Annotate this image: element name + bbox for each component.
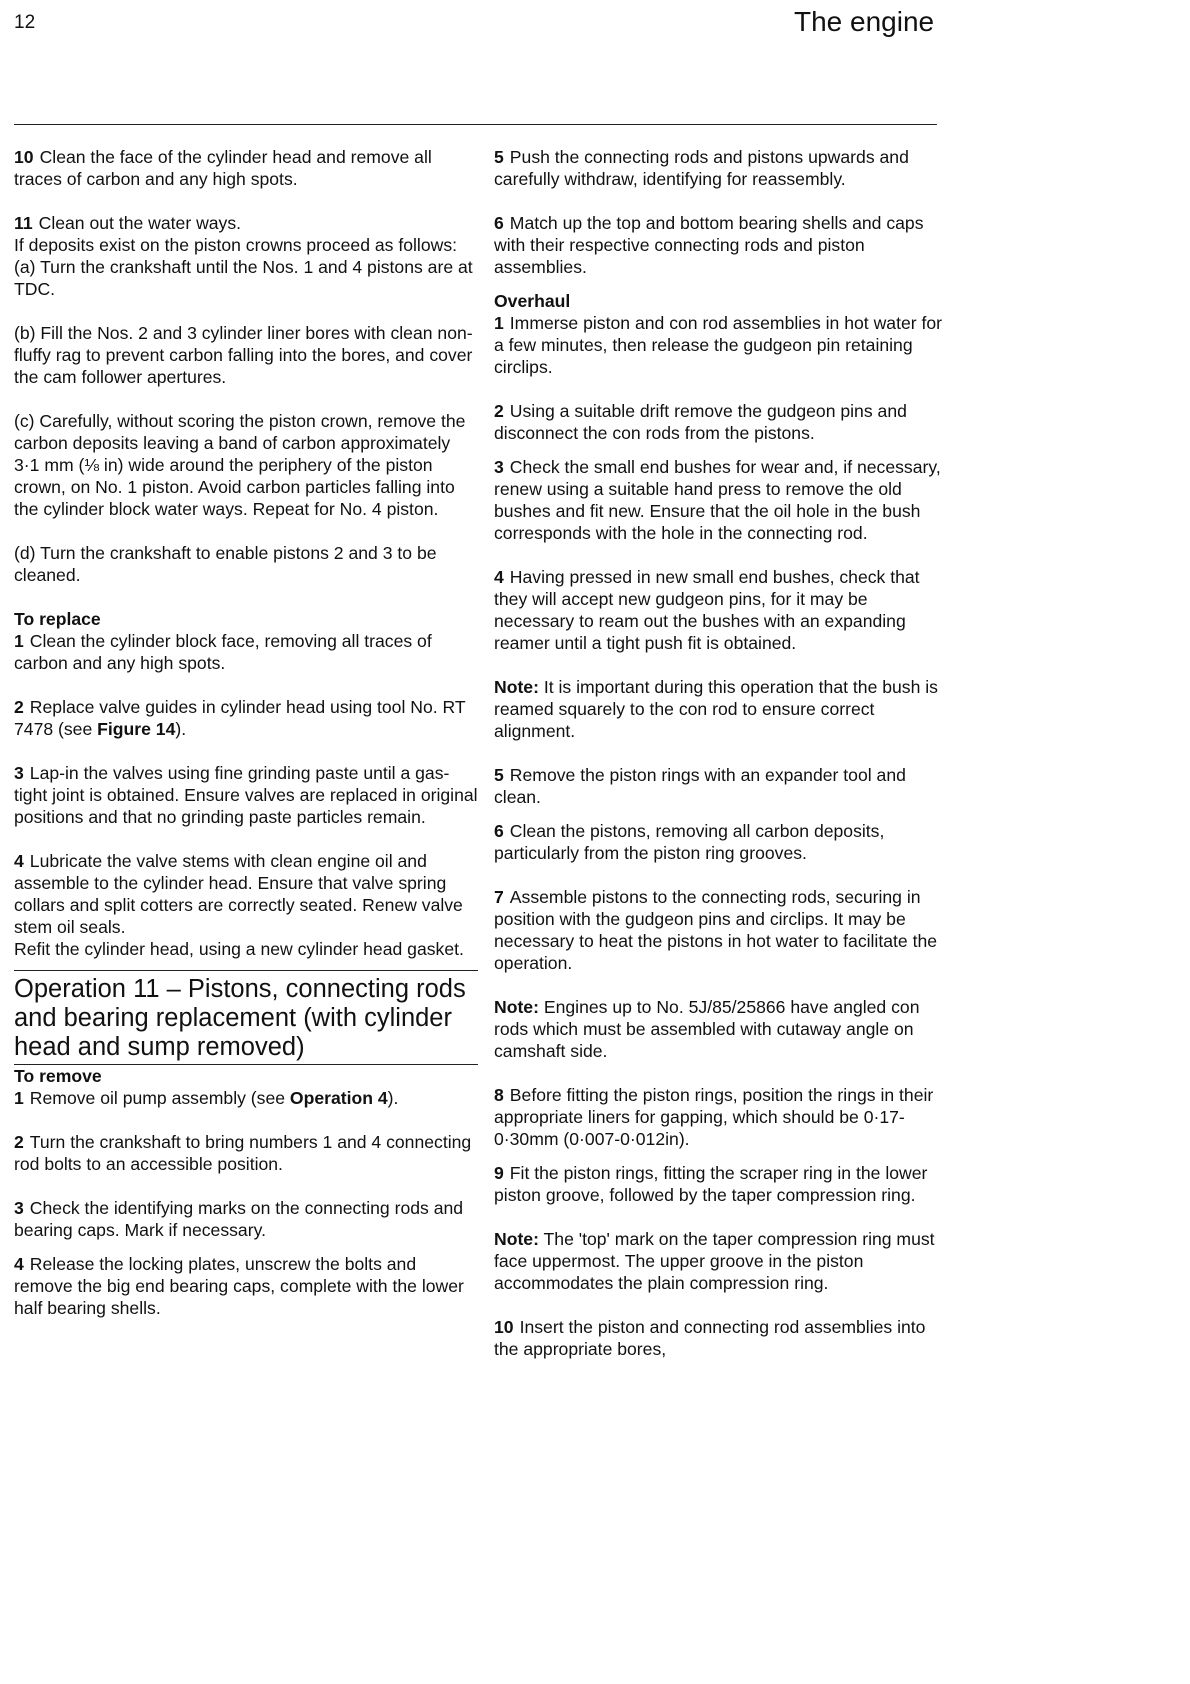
to-remove-heading: To remove	[14, 1066, 102, 1086]
step-number: 2	[494, 401, 504, 421]
step-c: (c) Carefully, without scoring the piston crown, remove the carbon deposits leaving a band of carbon approximately 3·1 mm (⅛ in) wide around the periphery of the piston crown, on No. 1 piston. Avoid carbon particles falling into the cylinder block water ways. Repeat for No. 4 piston.	[14, 411, 466, 519]
step-number: 6	[494, 213, 504, 233]
overhaul-step-10	[494, 1316, 944, 1360]
deposits-intro: If deposits exist on the piston crowns proceed as follows:	[14, 235, 458, 255]
header-rule	[14, 124, 937, 125]
replace-step-4	[14, 850, 478, 938]
page-number: 12	[14, 12, 36, 33]
note-text: It is important during this operation that the bush is reamed squarely to the con rod to ensure correct alignment.	[494, 677, 938, 741]
remove-step-1	[14, 1087, 478, 1109]
step-text: Clean the cylinder block face, removing all traces of carbon and any high spots.	[14, 631, 432, 673]
step-number: 5	[494, 765, 504, 785]
left-column	[14, 146, 478, 1319]
step-number: 7	[494, 887, 504, 907]
note-label: Note:	[494, 677, 539, 697]
running-title: The engine	[794, 6, 935, 37]
step-text: Lubricate the valve stems with clean engine oil and assemble to the cylinder head. Ensure that valve spring collars and split cotters are correctly seated. Renew valve stem oil seals.	[14, 851, 463, 937]
section-heading-block	[14, 970, 478, 1065]
step-number: 5	[494, 147, 504, 167]
step-number: 2	[14, 1132, 24, 1152]
overhaul-step-2	[494, 400, 944, 444]
overhaul-step-4	[494, 566, 944, 654]
step-text: Lap-in the valves using fine grinding paste until a gas-tight joint is obtained. Ensure valves are replaced in original positions and that no grinding paste particles remain.	[14, 763, 478, 827]
overhaul-step-6	[494, 820, 944, 864]
replace-step-2	[14, 696, 478, 740]
step-text: Having pressed in new small end bushes, check that they will accept new gudgeon pins, for it may be necessary to ream out the bushes with an expanding reamer until a tight push fit is obtained.	[494, 567, 920, 653]
step-number: 1	[494, 313, 504, 333]
step-text: Using a suitable drift remove the gudgeon pins and disconnect the con rods from the pistons.	[494, 401, 907, 443]
step-text: Before fitting the piston rings, position the rings in their appropriate liners for gapping, which should be 0·17-0·30mm (0·007-0·012in).	[494, 1085, 934, 1149]
step-text: Insert the piston and connecting rod assemblies into the appropriate bores,	[494, 1317, 926, 1359]
figure-reference: Figure 14	[97, 719, 176, 739]
step-number: 4	[14, 1254, 24, 1274]
note-label: Note:	[494, 1229, 539, 1249]
note-top-mark	[494, 1228, 944, 1294]
step-text: Check the identifying marks on the connecting rods and bearing caps. Mark if necessary.	[14, 1198, 464, 1240]
to-replace-heading: To replace	[14, 609, 101, 629]
overhaul-step-9	[494, 1162, 944, 1206]
step-text: Check the small end bushes for wear and, if necessary, renew using a suitable hand press to remove the old bushes and fit new. Ensure that the oil hole in the bush corresponds with the hole in the connecting rod.	[494, 457, 941, 543]
step-number: 2	[14, 697, 24, 717]
step-number: 1	[14, 1088, 24, 1108]
remove-step-2	[14, 1131, 478, 1175]
step-text: Turn the crankshaft to bring numbers 1 and 4 connecting rod bolts to an accessible position.	[14, 1132, 472, 1174]
section-heading: Operation 11 – Pistons, connecting rods and bearing replacement (with cylinder head and sump removed)	[14, 975, 466, 1061]
step-number: 8	[494, 1085, 504, 1105]
step-text: Remove oil pump assembly (see	[29, 1088, 290, 1108]
step-d: (d) Turn the crankshaft to enable pistons 2 and 3 to be cleaned.	[14, 543, 437, 585]
remove-step-5	[494, 146, 944, 190]
step-10	[14, 146, 478, 190]
overhaul-step-7	[494, 886, 944, 974]
overhaul-step-1	[494, 312, 944, 378]
replace-step-1	[14, 630, 478, 674]
remove-step-3	[14, 1197, 478, 1241]
refit-instruction: Refit the cylinder head, using a new cylinder head gasket.	[14, 939, 464, 959]
step-number: 9	[494, 1163, 504, 1183]
remove-step-4	[14, 1253, 478, 1319]
step-number: 3	[14, 1198, 24, 1218]
overhaul-step-5	[494, 764, 944, 808]
step-text: Replace valve guides in cylinder head using tool No. RT 7478 (see	[14, 697, 466, 739]
note-label: Note:	[494, 997, 539, 1017]
step-number: 4	[14, 851, 24, 871]
overhaul-step-3	[494, 456, 944, 544]
step-text: Clean out the water ways.	[38, 213, 242, 233]
step-number: 1	[14, 631, 24, 651]
step-number: 10	[14, 147, 34, 167]
step-11	[14, 212, 478, 234]
step-number: 3	[494, 457, 504, 477]
step-number: 3	[14, 763, 24, 783]
operation-reference: Operation 4	[289, 1088, 388, 1108]
note-text: Engines up to No. 5J/85/25866 have angled con rods which must be assembled with cutaway angle on camshaft side.	[494, 997, 920, 1061]
note-text: The 'top' mark on the taper compression ring must face uppermost. The upper groove in the piston accommodates the plain compression ring.	[494, 1229, 935, 1293]
note-ream	[494, 676, 944, 742]
step-text: Assemble pistons to the connecting rods, securing in position with the gudgeon pins and circlips. It may be necessary to heat the pistons in hot water to facilitate the operation.	[494, 887, 938, 973]
step-text: Match up the top and bottom bearing shells and caps with their respective connecting rods and piston assemblies.	[494, 213, 924, 277]
step-text: Release the locking plates, unscrew the bolts and remove the big end bearing caps, complete with the lower half bearing shells.	[14, 1254, 464, 1318]
step-text: Immerse piston and con rod assemblies in hot water for a few minutes, then release the gudgeon pin retaining circlips.	[494, 313, 943, 377]
step-text: Push the connecting rods and pistons upwards and carefully withdraw, identifying for reassembly.	[494, 147, 909, 189]
step-b: (b) Fill the Nos. 2 and 3 cylinder liner bores with clean non-fluffy rag to prevent carbon falling into the bores, and cover the cam follower apertures.	[14, 323, 473, 387]
step-number: 4	[494, 567, 504, 587]
remove-step-6	[494, 212, 944, 278]
step-number: 6	[494, 821, 504, 841]
right-column	[494, 146, 944, 1360]
replace-step-3	[14, 762, 478, 828]
step-text: Fit the piston rings, fitting the scraper ring in the lower piston groove, followed by the taper compression ring.	[494, 1163, 928, 1205]
step-a: (a) Turn the crankshaft until the Nos. 1 and 4 pistons are at TDC.	[14, 257, 473, 299]
overhaul-heading: Overhaul	[494, 291, 571, 311]
step-text: Clean the pistons, removing all carbon deposits, particularly from the piston ring grooves.	[494, 821, 885, 863]
step-text-end: ).	[387, 1088, 399, 1108]
step-text-end: ).	[175, 719, 187, 739]
note-con-rods	[494, 996, 944, 1062]
step-number: 10	[494, 1317, 514, 1337]
step-text: Clean the face of the cylinder head and remove all traces of carbon and any high spots.	[14, 147, 432, 189]
step-text: Remove the piston rings with an expander tool and clean.	[494, 765, 906, 807]
step-number: 11	[14, 213, 33, 233]
overhaul-step-8	[494, 1084, 944, 1150]
